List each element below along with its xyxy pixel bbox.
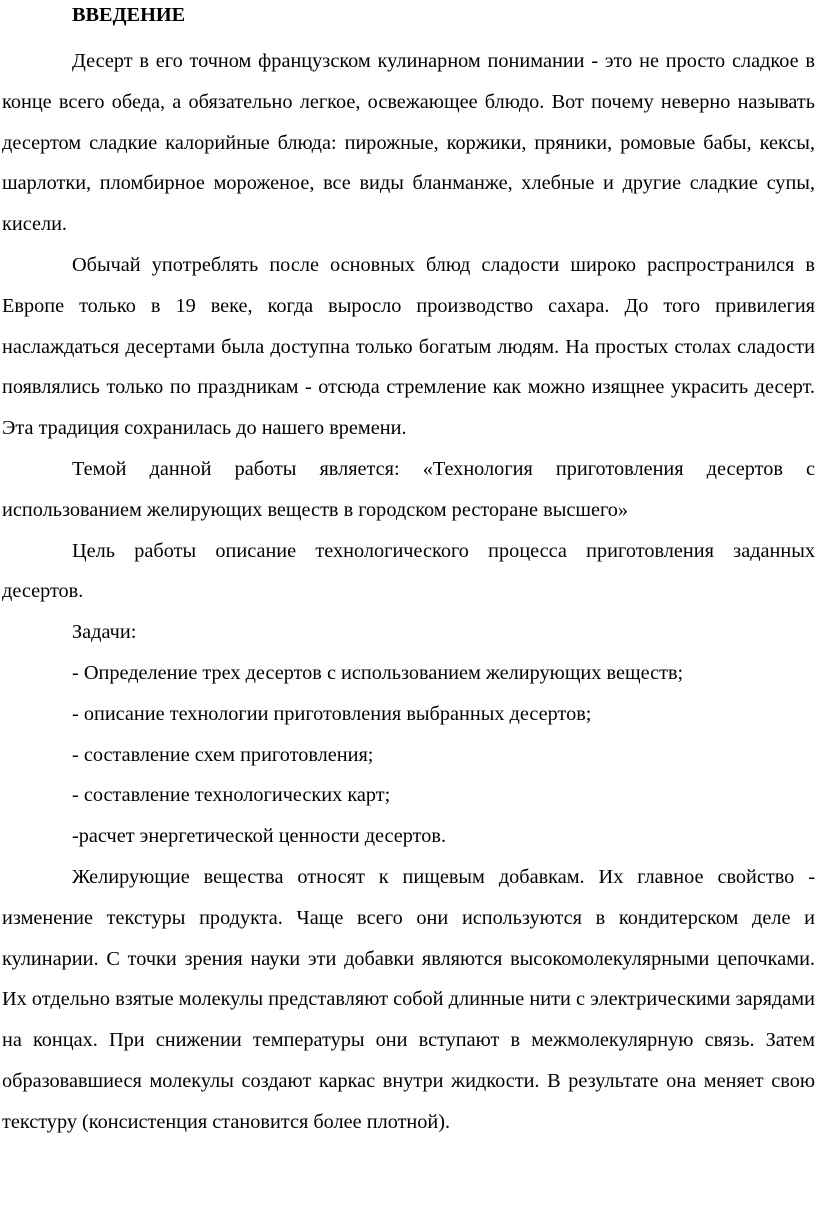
paragraph-dessert-definition: Десерт в его точном французском кулинарном понимании - это не просто сладкое в конце всего обеда, а обязательно легкое, освежающее блюдо. Вот почему неверно называть десертом сладкие калорийные блюда: пирожные, коржики, пряники, ромовые бабы, кексы, шарлотки, пломбирное мороженое, все виды бланманже, хлебные и другие сладкие супы, кисели.	[2, 50, 815, 236]
task-item: - Определение трех десертов с использованием желирующих веществ;	[72, 661, 684, 684]
paragraph-gelling-agents: Желирующие вещества относят к пищевым добавкам. Их главное свойство - изменение текстуры продукта. Чаще всего они используются в кондитерском деле и кулинарии. С точки зрения науки эти добавки являются высокомолекулярными цепочками. Их отдельно взятые молекулы представляют собой длинные нити с электрическими зарядами на концах. При снижении температуры они вступают в межмолекулярную связь. Затем образовавшиеся молекулы создают каркас внутри жидкости. В результате она меняет свою текстуру (консистенция становится более плотной).	[2, 865, 815, 1133]
task-item: -расчет энергетической ценности десертов.	[72, 825, 447, 848]
section-heading: ВВЕДЕНИЕ	[72, 4, 186, 26]
task-item: - составление технологических карт;	[72, 784, 391, 807]
paragraph-dessert-history: Обычай употреблять после основных блюд сладости широко распространился в Европе только в 19 веке, когда выросло производство сахара. До того привилегия наслаждаться десертами была доступна только богатым людям. На простых столах сладости появлялись только по праздникам - отсюда стремление как можно изящнее украсить десерт. Эта традиция сохранилась до нашего времени.	[2, 253, 815, 440]
paragraph-work-topic: Темой данной работы является: «Технология приготовления десертов с использованием желирующих веществ в городском ресторане высшего»	[2, 457, 815, 521]
paragraph-work-goal: Цель работы описание технологического процесса приготовления заданных десертов.	[2, 539, 815, 603]
tasks-title: Задачи:	[72, 621, 137, 644]
task-item: - составление схем приготовления;	[72, 743, 374, 766]
task-item: - описание технологии приготовления выбранных десертов;	[72, 702, 592, 725]
tasks-list	[2, 653, 815, 857]
